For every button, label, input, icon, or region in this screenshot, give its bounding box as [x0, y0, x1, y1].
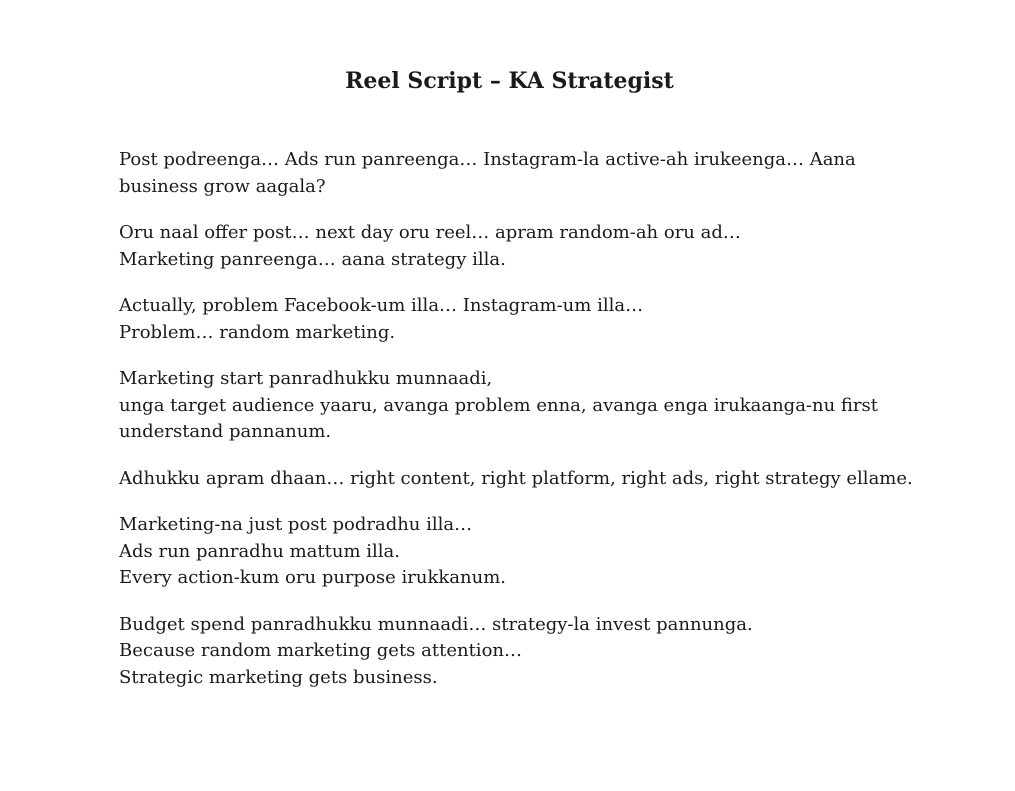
- paragraph-6: [119, 512, 909, 592]
- paragraph-line: Strategic marketing gets business.: [119, 666, 438, 688]
- paragraph-line: unga target audience yaaru, avanga problem enna, avanga enga irukaanga-nu first: [119, 394, 878, 416]
- paragraph-line: Ads run panradhu mattum illa.: [119, 540, 400, 562]
- paragraph-4: [119, 366, 909, 446]
- paragraph-line: Marketing panreenga… aana strategy illa.: [119, 248, 506, 270]
- paragraph-line: Budget spend panradhukku munnaadi… strategy-la invest pannunga.: [119, 613, 753, 635]
- paragraph-line: Oru naal offer post… next day oru reel… apram random-ah oru ad…: [119, 222, 741, 243]
- paragraph-line: understand pannanum.: [119, 421, 332, 442]
- paragraph-1: [119, 147, 909, 200]
- paragraph-line: Post podreenga… Ads run panreenga… Instagram-la active-ah irukeenga… Aana: [119, 149, 856, 170]
- paragraph-7: [119, 612, 909, 692]
- paragraph-line: business grow aagala?: [119, 175, 326, 197]
- script-body: [119, 147, 913, 711]
- paragraph-line: Marketing start panradhukku munnaadi,: [119, 368, 493, 389]
- paragraph-5: [119, 466, 913, 493]
- paragraph-line: Adhukku apram dhaan… right content, right platform, right ads, right strategy ellame.: [119, 467, 913, 489]
- paragraph-line: Problem… random marketing.: [119, 321, 396, 343]
- paragraph-line: Every action-kum oru purpose irukkanum.: [119, 567, 506, 588]
- paragraph-line: Actually, problem Facebook-um illa… Instagram-um illa…: [119, 295, 644, 316]
- paragraph-line: Marketing-na just post podradhu illa…: [119, 514, 473, 535]
- paragraph-3: [119, 293, 909, 346]
- paragraph-2: [119, 220, 909, 273]
- paragraph-line: Because random marketing gets attention…: [119, 640, 522, 661]
- document-title: Reel Script – KA Strategist: [345, 68, 674, 94]
